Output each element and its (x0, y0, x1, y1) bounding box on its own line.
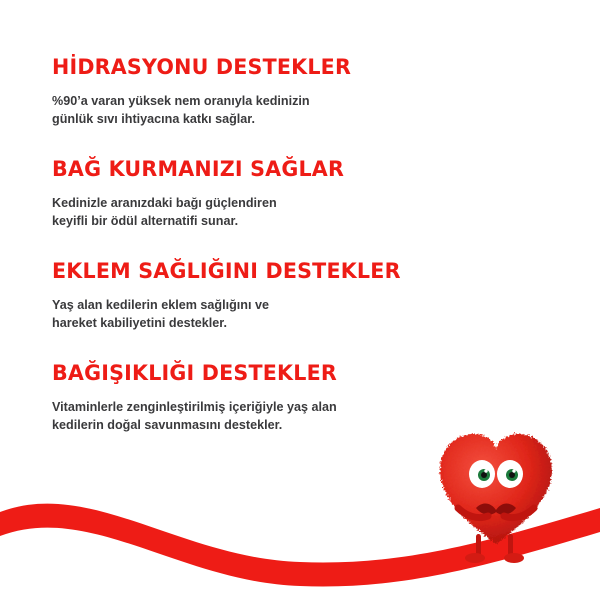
feature-description-line: Kedinizle aranızdaki bağı güçlendiren (52, 195, 277, 210)
feature-item-joint-health (52, 260, 472, 332)
feature-description-line: Vitaminlerle zenginleştirilmiş içeriğiyle yaş alan (52, 400, 337, 415)
feature-description-line: Yaş alan kedilerin eklem sağlığını ve (52, 297, 270, 312)
fluffy-red-heart-mascot-icon (432, 416, 560, 576)
feature-title: EKLEM SAĞLIĞINI DESTEKLER (52, 259, 401, 285)
feature-title: BAĞIŞIKLIĞI DESTEKLER (52, 361, 337, 387)
feature-description (52, 92, 382, 129)
feature-item-immunity (52, 362, 472, 434)
feature-description-line: kedilerin doğal savunmasını destekler. (52, 418, 283, 433)
feature-item-bonding (52, 158, 472, 230)
feature-item-hydration (52, 56, 472, 128)
feature-description-line: günlük sıvı ihtiyacına katkı sağlar. (52, 111, 255, 126)
feature-description (52, 296, 382, 333)
feature-title: HİDRASYONU DESTEKLER (52, 55, 352, 80)
feature-description-line: hareket kabiliyetini destekler. (52, 316, 228, 331)
feature-description-line: keyifli bir ödül alternatifi sunar. (52, 214, 239, 229)
feature-description (52, 398, 382, 435)
feature-title: BAĞ KURMANIZI SAĞLAR (52, 157, 345, 183)
feature-description-line: %90’a varan yüksek nem oranıyla kedinizin (52, 93, 310, 108)
feature-list (52, 56, 472, 435)
feature-description (52, 194, 382, 231)
